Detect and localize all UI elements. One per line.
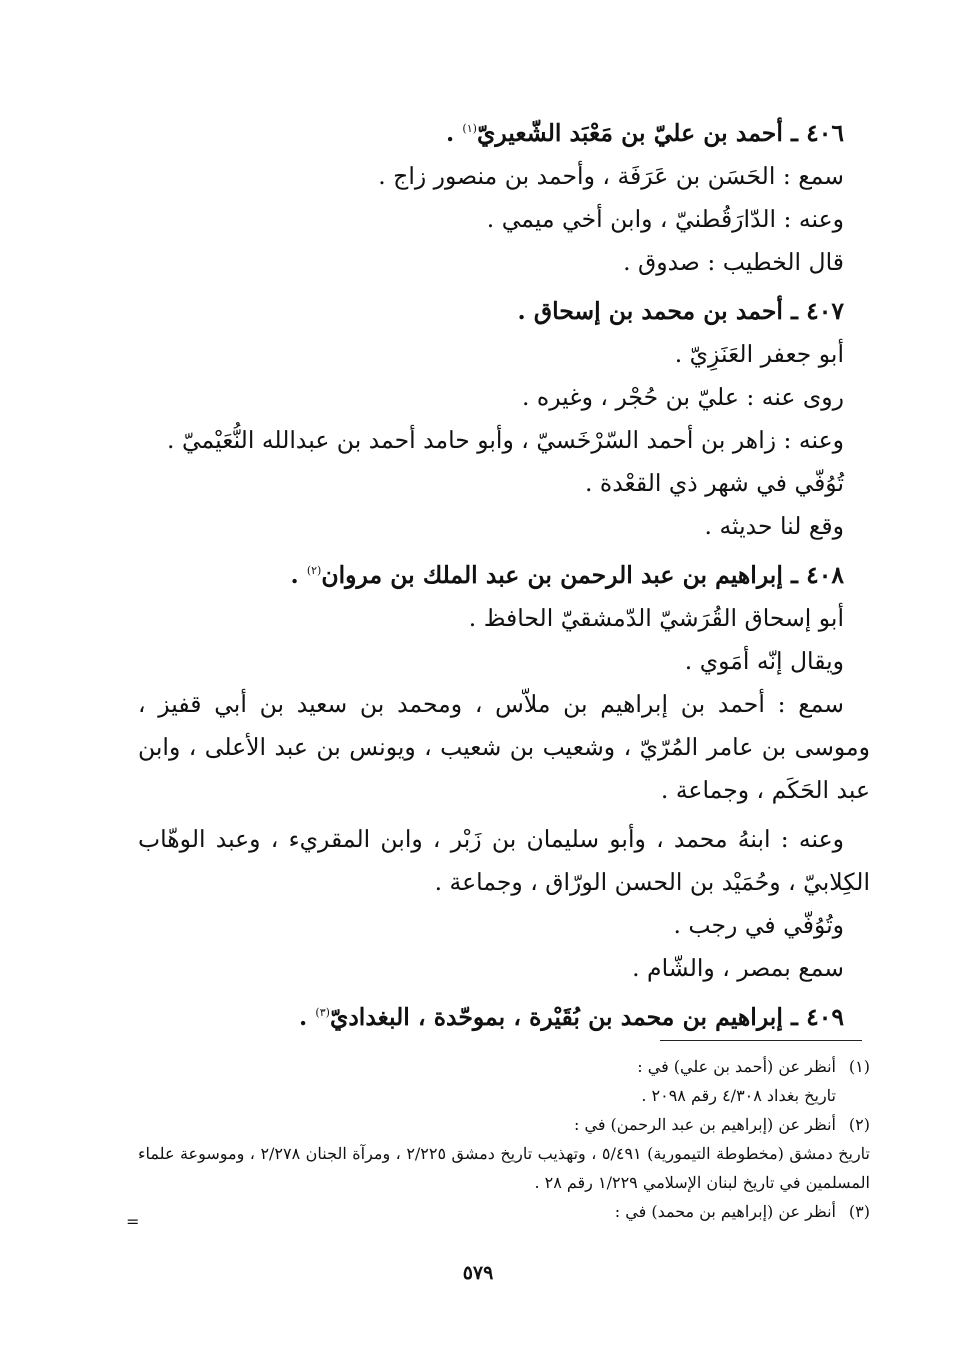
continuation-mark: =	[126, 1212, 140, 1231]
entry-line: وقع لنا حديثه .	[704, 512, 844, 540]
footnote-line: أنظر عن (إبراهيم بن عبد الرحمن) في :	[574, 1115, 836, 1134]
entry-paragraph: سمع : أحمد بن إبراهيم بن ملاّس ، ومحمد بن سعيد بن أبي قفيز ، وموسى بن عامر المُرّيّ ، وشعيب بن شعيب ، ويونس بن عبد الأعلى ، وابن عبد الحَكَم ، وجماعة .	[138, 690, 870, 804]
footnote-number: (٢)	[848, 1115, 870, 1134]
footnote-marker: (١)	[462, 122, 477, 136]
entry-line: قال الخطيب : صدوق .	[623, 248, 844, 276]
entry-line: روى عنه : عليّ بن حُجْر ، وغيره .	[521, 383, 844, 411]
entry-409	[138, 996, 870, 1039]
footnote-divider	[660, 1040, 862, 1041]
entry-heading-end: .	[290, 561, 299, 589]
page-number: ٥٧٩	[462, 1262, 494, 1284]
entry-line: وتُوُفّي في رجب .	[673, 911, 844, 939]
footnote-line: تاريخ بغداد ٤/٣٠٨ رقم ٢٠٩٨ .	[641, 1086, 836, 1105]
entry-line: أبو إسحاق القُرَشيّ الدّمشقيّ الحافظ .	[468, 604, 844, 632]
footnote-line: تاريخ دمشق (مخطوطة التيمورية) ٥/٤٩١ ، وتهذيب تاريخ دمشق ٢/٢٢٥ ، ومرآة الجنان ٢/٢٧٨ ، وموسوعة علماء المسلمين في تاريخ لبنان الإسلامي ١/٢٢٩ رقم ٢٨ .	[138, 1144, 871, 1192]
entry-heading-text: ٤٠٩ ـ إبراهيم بن محمد بن بُقَيْرة ، بموحّدة ، البغداديّ	[329, 1003, 844, 1031]
entry-line: وعنه : زاهر بن أحمد السّرْخَسيّ ، وأبو حامد أحمد بن عبدالله النُّعَيْميّ .	[167, 426, 844, 454]
footnotes	[138, 1052, 870, 1226]
entry-line: ويقال إنّه أمَوي .	[684, 647, 844, 675]
entry-408	[138, 554, 870, 990]
entry-406	[138, 112, 870, 284]
footnote-line: أنظر عن (إبراهيم بن محمد) في :	[614, 1202, 836, 1221]
entry-heading-end: .	[299, 1003, 308, 1031]
entry-heading-end: .	[446, 119, 455, 147]
footnote-marker: (٣)	[315, 1006, 330, 1020]
entry-line: تُوُفّي في شهر ذي القعْدة .	[584, 469, 844, 497]
entry-line: وعنه : الدّارَقُطنيّ ، وابن أخي ميمي .	[486, 205, 844, 233]
entry-heading-text: ٤٠٦ ـ أحمد بن عليّ بن مَعْبَد الشّعيريّ	[476, 119, 844, 147]
entry-line: سمع : الحَسَن بن عَرَفَة ، وأحمد بن منصور زاج .	[378, 162, 844, 190]
entry-407	[138, 290, 870, 548]
footnote-line: أنظر عن (أحمد بن علي) في :	[637, 1057, 836, 1076]
footnote-number: (٣)	[848, 1202, 870, 1221]
entry-line: سمع بمصر ، والشّام .	[632, 954, 844, 982]
footnote-2	[138, 1110, 870, 1197]
entry-heading: ٤٠٧ ـ أحمد بن محمد بن إسحاق .	[517, 297, 844, 325]
footnote-number: (١)	[848, 1057, 870, 1076]
footnote-3	[138, 1197, 870, 1226]
entry-line: أبو جعفر العَنَزِيّ .	[674, 340, 844, 368]
footnote-1	[138, 1052, 870, 1110]
entry-heading	[138, 996, 870, 1039]
entry-heading	[138, 112, 870, 155]
entry-heading-text: ٤٠٨ ـ إبراهيم بن عبد الرحمن بن عبد الملك بن مروان	[321, 561, 844, 589]
entry-heading	[138, 554, 870, 597]
entry-paragraph: وعنه : ابنهُ محمد ، وأبو سليمان بن زَبْر ، وابن المقريء ، وعبد الوهّاب الكِلابيّ ، وحُمَيْد بن الحسن الورّاق ، وجماعة .	[138, 825, 870, 896]
footnote-marker: (٢)	[306, 564, 322, 578]
main-text	[138, 112, 870, 1039]
